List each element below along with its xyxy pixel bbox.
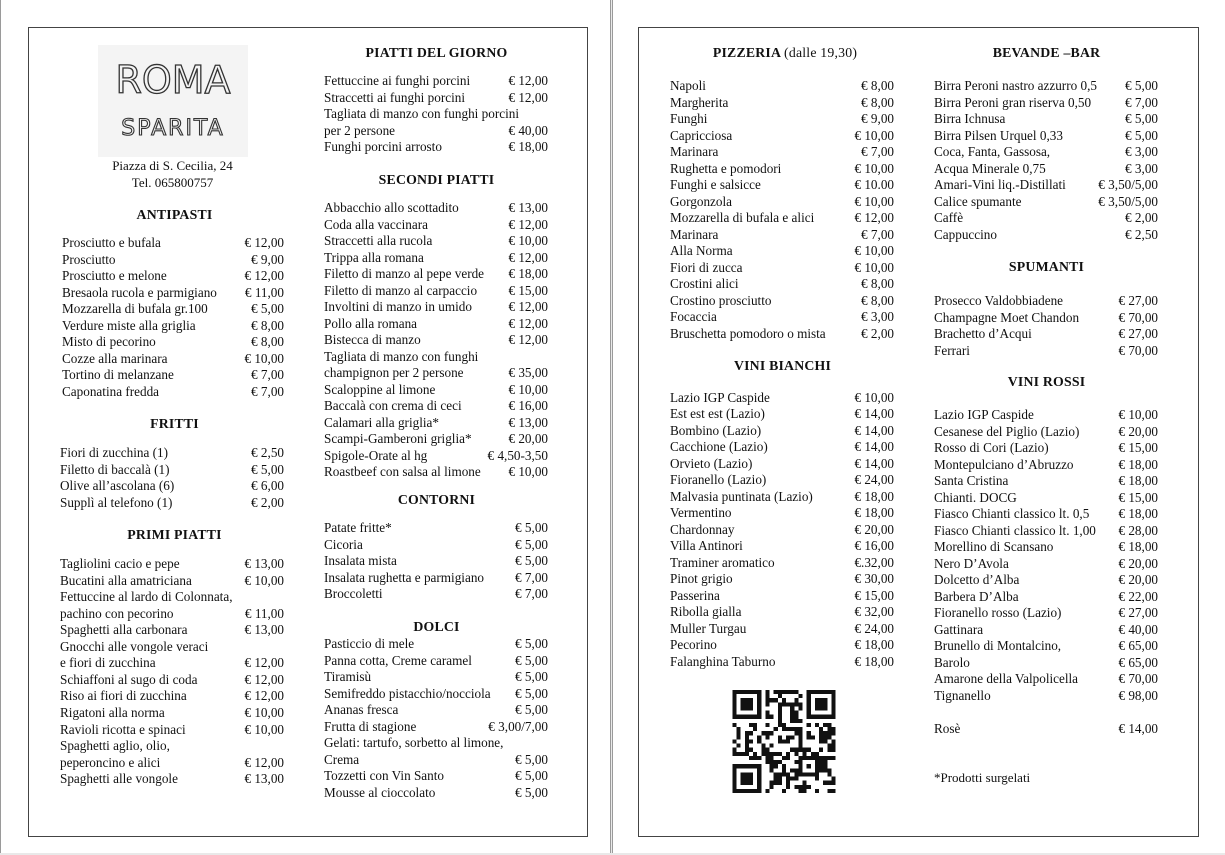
- menu-item-name: Amarone della Valpolicella: [934, 671, 1079, 686]
- menu-item-price: € 70,00: [1118, 342, 1158, 358]
- menu-item-price: € 12,00: [244, 688, 284, 704]
- menu-item-price: € 8,00: [861, 78, 894, 93]
- menu-item-name: Cesanese del Piglio (Lazio): [934, 423, 1080, 439]
- menu-item-name: Mozzarella di bufala e alici: [670, 210, 815, 225]
- menu-item-name: Funghi porcini arrosto: [324, 139, 442, 155]
- menu-item-price: € 20,00: [508, 431, 548, 446]
- menu-item-name: Tagliata di manzo con funghi: [324, 348, 479, 364]
- menu-item-price: € 16,00: [854, 538, 894, 554]
- menu-item-name: Vermentino: [670, 505, 732, 521]
- restaurant-address: Piazza di S. Cecilia, 24: [112, 158, 233, 173]
- menu-item-price: € 5,00: [515, 652, 548, 668]
- menu-item-name: Acqua Minerale 0,75: [934, 160, 1046, 176]
- section-title-spumanti: SPUMANTI: [1008, 259, 1085, 274]
- menu-item-price: € 5,00: [1125, 127, 1158, 143]
- menu-item-price: € 12,00: [508, 89, 548, 105]
- footnote-frozen: *Prodotti surgelati: [934, 770, 1031, 785]
- menu-item-price: € 5,00: [515, 536, 548, 552]
- menu-item-price: € 35,00: [508, 365, 548, 380]
- menu-item-name: Tagliolini cacio e pepe: [60, 556, 180, 571]
- menu-item-price: € 3,50/5,00: [1098, 177, 1158, 193]
- menu-item-price: € 27,00: [1118, 326, 1158, 341]
- menu-item-price: € 18,00: [854, 653, 894, 669]
- menu-item-name: Margherita: [670, 94, 729, 110]
- menu-item-name: Cacchione (Lazio): [670, 439, 768, 455]
- logo-text-bottom: SPARITA: [121, 116, 225, 141]
- menu-item-price: € 13,00: [508, 200, 548, 215]
- menu-item-name: Spigole-Orate al hg: [324, 447, 428, 463]
- menu-item-price: € 12,00: [508, 249, 548, 265]
- menu-item-name: Gorgonzola: [670, 193, 733, 209]
- menu-item-name: Filetto di baccalà (1): [60, 461, 170, 477]
- menu-item-price: € 10,00: [854, 193, 894, 209]
- menu-item-name: Brachetto d’Acqui: [934, 326, 1032, 341]
- menu-item-price: € 5,00: [1125, 78, 1158, 93]
- menu-item-price: € 10,00: [244, 704, 284, 720]
- menu-item-price: € 18,00: [1118, 473, 1158, 488]
- menu-item-name: Bucatini alla amatriciana: [60, 572, 192, 588]
- menu-item-name: Bresaola rucola e parmigiano: [62, 284, 217, 300]
- menu-item-name: Napoli: [670, 78, 706, 93]
- menu-item-name: Est est est (Lazio): [670, 406, 765, 422]
- menu-item-price: € 14,00: [854, 422, 894, 438]
- menu-item-name: Caffè: [934, 210, 964, 226]
- menu-item-name: Funghi e salsicce: [670, 177, 761, 192]
- qr-code[interactable]: [731, 690, 837, 793]
- section-title-giorno: PIATTI DEL GIORNO: [365, 45, 508, 60]
- menu-item-name: Bombino (Lazio): [670, 422, 762, 438]
- menu-item-name: peperoncino e alici: [60, 754, 161, 770]
- menu-item-name: Filetto di manzo al carpaccio: [324, 282, 478, 298]
- menu-item-price: € 13,00: [244, 771, 284, 787]
- menu-item-name: Ribolla gialla: [670, 604, 742, 620]
- menu-item-price: € 7,00: [861, 144, 894, 159]
- menu-item-price: € 20,00: [1118, 555, 1158, 571]
- menu-item-price: € 13,00: [508, 414, 548, 430]
- menu-item-name: Verdure miste alla griglia: [62, 317, 196, 333]
- menu-item-name: Capricciosa: [670, 127, 733, 143]
- menu-item-price: € 24,00: [854, 620, 894, 636]
- menu-item-name: Abbacchio allo scottadito: [324, 200, 459, 215]
- menu-item-price: € 15,00: [508, 282, 548, 298]
- menu-item-name: Fiori di zucchina (1): [60, 445, 169, 460]
- menu-item-name: Fioranello rosso (Lazio): [934, 605, 1062, 620]
- menu-item-price: € 11,00: [244, 605, 284, 621]
- menu-item-name: Caponatina fredda: [62, 383, 160, 399]
- menu-item-price: € 7,00: [515, 569, 548, 585]
- menu-item-name: Gelati: tartufo, sorbetto al limone,: [324, 735, 504, 750]
- menu-item-price: € 18,00: [508, 266, 548, 281]
- menu-item-name: Lazio IGP Caspide: [934, 407, 1034, 422]
- menu-item-price: € 4,50-3,50: [487, 447, 548, 463]
- menu-item-price: € 2,50: [251, 445, 284, 460]
- menu-item-name: Montepulciano d’Abruzzo: [934, 456, 1074, 472]
- menu-item-name: Prosciutto e bufala: [62, 235, 161, 250]
- menu-item-price: € 3,00: [861, 309, 894, 324]
- menu-item-name: Tiramisù: [324, 669, 372, 684]
- menu-item-name: Scampi-Gamberoni griglia*: [324, 431, 472, 446]
- menu-item-name: Fettuccine al lardo di Colonnata,: [60, 589, 233, 605]
- menu-item-name: Broccoletti: [324, 586, 383, 601]
- menu-item-price: € 5,00: [515, 520, 548, 535]
- menu-item-name: Fiori di zucca: [670, 259, 743, 275]
- pizzeria-title: PIZZERIA: [712, 45, 781, 60]
- menu-item-name: Prosciutto e melone: [62, 268, 167, 284]
- menu-item-price: € 9,00: [861, 111, 894, 126]
- menu-item-price: € 5,00: [515, 702, 548, 717]
- menu-item-name: Calamari alla griglia*: [324, 414, 439, 430]
- menu-item-name: Pasticcio di mele: [324, 636, 415, 651]
- menu-item-price: € 8,00: [861, 292, 894, 308]
- section-title-vini-bianchi: VINI BIANCHI: [733, 358, 832, 373]
- menu-item-name: Falanghina Taburno: [670, 653, 776, 669]
- menu-item-price: € 18,00: [1118, 539, 1158, 554]
- section-title-fritti: FRITTI: [150, 416, 199, 431]
- menu-item-price: € 70,00: [1118, 309, 1158, 325]
- menu-item-name: Fettuccine ai funghi porcini: [324, 73, 471, 88]
- menu-item-price: € 18,00: [854, 488, 894, 504]
- menu-item-name: Marinara: [670, 144, 719, 159]
- menu-item-name: Gnocchi alle vongole veraci: [60, 638, 209, 654]
- menu-item-price: € 5,00: [515, 636, 548, 651]
- menu-item-name: Insalata mista: [324, 553, 397, 568]
- menu-item-name: Coca, Fanta, Gassosa,: [934, 144, 1051, 160]
- menu-item-name: Involtini di manzo in umido: [324, 299, 472, 314]
- section-title-pizzeria: [700, 45, 870, 61]
- rose-wine-name: Rosè: [934, 721, 961, 736]
- menu-item-price: € 10,00: [854, 127, 894, 143]
- menu-item-name: Traminer aromatico: [670, 554, 775, 570]
- menu-item-price: € 7,00: [861, 226, 894, 242]
- menu-item-name: Morellino di Scansano: [934, 539, 1054, 554]
- menu-item-name: Bruschetta pomodoro o mista: [670, 325, 826, 341]
- menu-item-price: € 3,00: [1125, 160, 1158, 176]
- menu-item-price: € 18,00: [854, 637, 894, 653]
- menu-item-price: € 22,00: [1118, 588, 1158, 604]
- menu-item-name: Fiasco Chianti classico lt. 0,5: [934, 506, 1090, 521]
- menu-item-price: € 10,00: [854, 259, 894, 275]
- menu-item-name: Olive all’ascolana (6): [60, 478, 175, 493]
- menu-item-price: € 14,00: [854, 439, 894, 455]
- menu-item-price: € 70,00: [1118, 671, 1158, 686]
- menu-item-price: € 10,00: [244, 572, 284, 588]
- menu-item-price: € 8,00: [251, 317, 284, 333]
- menu-item-price: € 12,00: [508, 315, 548, 331]
- menu-item-price: € 13,00: [244, 622, 284, 638]
- menu-item-name: Barolo: [934, 654, 970, 670]
- menu-item-price: € 32,00: [854, 604, 894, 620]
- menu-item-name: Passerina: [670, 587, 720, 603]
- menu-item-name: Mousse al cioccolato: [324, 784, 436, 800]
- menu-item-name: Roastbeef con salsa al limone: [324, 464, 481, 479]
- menu-item-price: € 14,00: [854, 406, 894, 422]
- menu-item-price: € 18,00: [854, 505, 894, 521]
- menu-item-price: € 18,00: [508, 139, 548, 155]
- menu-item-name: Fiasco Chianti classico lt. 1,00: [934, 522, 1096, 538]
- menu-item-name: Santa Cristina: [934, 473, 1009, 488]
- menu-item-price: € 12,00: [244, 754, 284, 770]
- menu-item-price: € 16,00: [508, 398, 548, 413]
- menu-item-price: € 13,00: [244, 556, 284, 571]
- menu-item-price: € 30,00: [854, 571, 894, 587]
- menu-item-name: Semifreddo pistacchio/nocciola: [324, 685, 491, 701]
- pizzeria-subtitle: (dalle 19,30): [784, 45, 858, 60]
- menu-item-name: Amari-Vini liq.-Distillati: [934, 177, 1066, 193]
- menu-item-name: Crostini alici: [670, 276, 739, 291]
- menu-item-price: € 6,00: [251, 478, 284, 493]
- menu-item-name: Birra Peroni gran riserva 0,50: [934, 94, 1092, 110]
- menu-item-name: Rughetta e pomodori: [670, 160, 782, 176]
- menu-item-price: € 10,00: [244, 721, 284, 737]
- menu-item-price: € 12,00: [244, 671, 284, 687]
- section-title-dolci: DOLCI: [413, 619, 460, 634]
- menu-item-name: Frutta di stagione: [324, 718, 417, 734]
- menu-item-price: € 5,00: [515, 751, 548, 767]
- menu-item-name: Insalata rughetta e parmigiano: [324, 569, 485, 585]
- restaurant-phone: Tel. 065800757: [131, 175, 214, 190]
- menu-item-name: Pollo alla romana: [324, 315, 418, 331]
- menu-item-price: € 98,00: [1118, 687, 1158, 703]
- section-title-secondi: SECONDI PIATTI: [378, 172, 495, 187]
- menu-item-name: Orvieto (Lazio): [670, 455, 753, 471]
- menu-item-name: Tagliata di manzo con funghi porcini: [324, 106, 519, 122]
- section-title-primi: PRIMI PIATTI: [127, 527, 222, 542]
- menu-item-price: € 18,00: [1118, 456, 1158, 472]
- menu-item-price: € 5,00: [515, 685, 548, 701]
- menu-item-price: € 12,00: [508, 216, 548, 232]
- menu-item-price: € 24,00: [854, 472, 894, 488]
- menu-item-price: € 12,00: [508, 299, 548, 314]
- menu-item-price: € 27,00: [1118, 605, 1158, 620]
- menu-item-price: € 10.00: [854, 177, 894, 192]
- menu-item-name: Spaghetti aglio, olio,: [60, 738, 170, 754]
- menu-item-name: Prosciutto: [62, 251, 116, 267]
- menu-item-name: Spaghetti alle vongole: [60, 771, 178, 787]
- menu-item-name: Champagne Moet Chandon: [934, 309, 1080, 325]
- menu-item-name: Riso ai fiori di zucchina: [60, 688, 187, 704]
- menu-item-name: Mozzarella di bufala gr.100: [62, 301, 208, 317]
- menu-item-name: Cicoria: [324, 536, 363, 552]
- menu-item-price: € 3,00/7,00: [488, 718, 548, 734]
- menu-item-price: € 7,00: [251, 367, 284, 383]
- menu-item-name: Lazio IGP Caspide: [670, 390, 770, 405]
- menu-item-name: Coda alla vaccinara: [324, 216, 428, 232]
- menu-item-name: Filetto di manzo al pepe verde: [324, 266, 485, 281]
- menu-item-name: Birra Ichnusa: [934, 111, 1006, 127]
- menu-item-name: Pecorino: [670, 637, 717, 653]
- menu-item-price: € 3,50/5,00: [1098, 193, 1158, 209]
- menu-item-price: € 5,00: [251, 301, 284, 317]
- menu-item-name: e fiori di zucchina: [60, 655, 156, 671]
- roma-sparita-logo: [98, 45, 248, 157]
- menu-item-name: Ravioli ricotta e spinaci: [60, 721, 186, 737]
- section-title-antipasti: ANTIPASTI: [136, 207, 213, 222]
- menu-item-price: € 12,00: [854, 210, 894, 225]
- menu-item-price: € 7,00: [515, 586, 548, 601]
- menu-item-name: Rosso di Cori (Lazio): [934, 440, 1049, 455]
- menu-item-price: € 2,00: [251, 494, 284, 510]
- menu-item-price: € 2,00: [1125, 210, 1158, 226]
- menu-item-price: € 7,00: [1125, 94, 1158, 110]
- menu-item-name: Panna cotta, Creme caramel: [324, 652, 472, 668]
- menu-item-name: Misto di pecorino: [62, 334, 156, 350]
- menu-item-price: € 15,00: [1118, 489, 1158, 505]
- logo-text-top: ROMA: [115, 58, 231, 102]
- menu-item-price: € 20,00: [854, 521, 894, 537]
- menu-item-name: Trippa alla romana: [324, 249, 424, 265]
- menu-item-price: €.32,00: [854, 554, 894, 570]
- menu-item-name: Cozze alla marinara: [62, 350, 168, 366]
- menu-item-name: Barbera D’Alba: [934, 588, 1019, 604]
- menu-item-price: € 12,00: [244, 235, 284, 250]
- menu-item-name: Tignanello: [934, 687, 991, 703]
- menu-item-price: € 10,00: [244, 350, 284, 366]
- menu-item-name: Spaghetti alla carbonara: [60, 622, 188, 638]
- menu-item-name: Dolcetto d’Alba: [934, 572, 1020, 587]
- menu-item-name: Alla Norma: [670, 243, 733, 258]
- menu-item-name: Fioranello (Lazio): [670, 472, 767, 488]
- menu-item-price: € 10,00: [1118, 407, 1158, 422]
- section-title-contorni: CONTORNI: [397, 492, 476, 507]
- menu-item-name: Crostino prosciutto: [670, 292, 772, 308]
- menu-item-name: Bistecca di manzo: [324, 332, 421, 347]
- menu-item-name: Ferrari: [934, 342, 970, 358]
- menu-item-price: € 8,00: [251, 334, 284, 350]
- menu-item-price: € 3,00: [1125, 144, 1158, 160]
- menu-item-price: € 7,00: [251, 383, 284, 399]
- menu-item-name: Straccetti alla rucola: [324, 233, 433, 248]
- menu-item-name: Gattinara: [934, 621, 984, 637]
- menu-item-name: Villa Antinori: [670, 538, 743, 554]
- section-title-bevande: BEVANDE –BAR: [992, 45, 1101, 60]
- menu-item-name: Baccalà con crema di ceci: [324, 398, 462, 413]
- menu-item-price: € 40,00: [1118, 621, 1158, 637]
- menu-item-price: € 9,00: [251, 251, 284, 267]
- menu-item-price: € 2,00: [861, 325, 894, 341]
- menu-item-name: Focaccia: [670, 309, 717, 324]
- menu-item-name: Schiaffoni al sugo di coda: [60, 671, 198, 687]
- menu-item-price: € 20,00: [1118, 572, 1158, 587]
- menu-item-price: € 11,00: [244, 284, 284, 300]
- section-title-vini-rossi: VINI ROSSI: [1007, 374, 1086, 389]
- menu-item-price: € 2,50: [1125, 226, 1158, 242]
- menu-item-price: € 10,00: [854, 160, 894, 176]
- menu-item-name: Marinara: [670, 226, 719, 242]
- menu-item-name: Ananas fresca: [324, 702, 399, 717]
- menu-item-name: Calice spumante: [934, 193, 1022, 209]
- menu-item-name: Crema: [324, 751, 360, 767]
- menu-item-price: € 10,00: [508, 464, 548, 479]
- menu-item-name: Pinot grigio: [670, 571, 733, 587]
- menu-item-price: € 14,00: [854, 455, 894, 471]
- menu-item-name: Malvasia puntinata (Lazio): [670, 488, 813, 504]
- menu-item-price: € 10,00: [854, 243, 894, 258]
- menu-item-name: Birra Peroni nastro azzurro 0,5: [934, 78, 1097, 93]
- menu-item-price: € 5,00: [515, 784, 548, 800]
- menu-item-price: € 5,00: [251, 461, 284, 477]
- menu-item-name: Funghi: [670, 111, 708, 126]
- menu-item-price: € 15,00: [1118, 440, 1158, 455]
- menu-item-name: Nero D’Avola: [934, 555, 1009, 571]
- menu-item-name: Prosecco Valdobbiadene: [934, 293, 1064, 308]
- menu-item-name: Birra Pilsen Urquel 0,33: [934, 127, 1063, 143]
- menu-item-name: Scaloppine al limone: [324, 381, 436, 397]
- menu-item-name: Brunello di Montalcino,: [934, 638, 1062, 653]
- menu-item-price: € 15,00: [854, 587, 894, 603]
- menu-item-price: € 5,00: [515, 768, 548, 783]
- menu-item-price: € 18,00: [1118, 506, 1158, 521]
- menu-item-price: € 65,00: [1118, 654, 1158, 670]
- menu-item-price: € 28,00: [1118, 522, 1158, 538]
- menu-item-name: Tozzetti con Vin Santo: [324, 768, 444, 783]
- menu-item-name: Supplì al telefono (1): [60, 494, 173, 510]
- menu-item-price: € 27,00: [1118, 293, 1158, 308]
- menu-item-price: € 40,00: [508, 122, 548, 138]
- menu-item-price: € 8,00: [861, 276, 894, 291]
- rose-wine-price: € 14,00: [1118, 721, 1158, 736]
- menu-item-price: € 12,00: [244, 655, 284, 671]
- menu-item-name: Tortino di melanzane: [62, 367, 174, 383]
- menu-item-price: € 12,00: [244, 268, 284, 284]
- menu-item-price: € 65,00: [1118, 638, 1158, 653]
- menu-item-name: Cappuccino: [934, 226, 997, 242]
- menu-item-name: Chardonnay: [670, 521, 735, 537]
- menu-item-price: € 10,00: [508, 381, 548, 397]
- menu-item-price: € 5,00: [1125, 111, 1158, 127]
- menu-item-price: € 12,00: [508, 332, 548, 347]
- menu-item-price: € 20,00: [1118, 423, 1158, 439]
- menu-item-name: Straccetti ai funghi porcini: [324, 89, 465, 105]
- menu-item-name: Rigatoni alla norma: [60, 704, 165, 720]
- menu-item-name: Muller Turgau: [670, 620, 747, 636]
- menu-item-price: € 8,00: [861, 94, 894, 110]
- menu-item-name: pachino con pecorino: [60, 605, 174, 621]
- menu-item-name: Chianti. DOCG: [934, 489, 1017, 505]
- menu-item-name: Patate fritte*: [324, 520, 392, 535]
- menu-item-price: € 5,00: [515, 553, 548, 568]
- menu-item-price: € 5,00: [515, 669, 548, 684]
- menu-item-price: € 12,00: [508, 73, 548, 88]
- menu-item-price: € 10,00: [854, 390, 894, 405]
- menu-item-price: € 10,00: [508, 233, 548, 248]
- menu-item-name: per 2 persone: [324, 122, 396, 138]
- menu-item-name: champignon per 2 persone: [324, 365, 464, 380]
